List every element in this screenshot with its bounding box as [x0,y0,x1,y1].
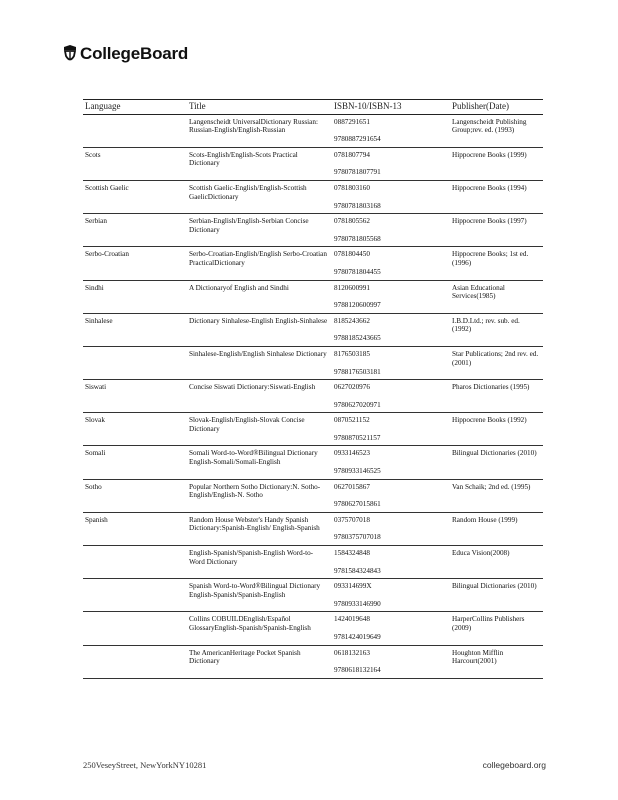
table-row [83,446,543,479]
cell-isbn [332,512,450,545]
cell-title: Concise Siswati Dictionary:Siswati-English [187,380,332,413]
table-row [83,313,543,346]
isbn-10: 0781805562 [334,217,370,226]
isbn-10: 0781803160 [334,183,370,192]
cell-isbn [332,579,450,612]
table-row [83,380,543,413]
isbn-13: 9780933146990 [334,599,381,608]
table-row [83,247,543,280]
isbn-13: 9780870521157 [334,433,381,442]
isbn-13: 9781424019649 [334,633,381,641]
cell-isbn [332,346,450,379]
isbn-10: 8176503185 [334,349,370,358]
isbn-13: 9780781804455 [334,267,381,276]
cell-publisher: Bilingual Dictionaries (2010) [450,446,543,479]
cell-isbn [332,147,450,180]
isbn-13: 9780375707018 [334,533,381,542]
cell-title: English-Spanish/Spanish-English Word-to-Word Dictionary [187,546,332,579]
isbn-13: 9780627020971 [334,400,381,409]
isbn-10: 8120600991 [334,283,370,292]
cell-isbn [332,313,450,346]
cell-title: Spanish Word-to-Word®Bilingual Dictionary English-Spanish/Spanish-English [187,579,332,612]
table-row [83,346,543,379]
cell-isbn [332,413,450,446]
isbn-10: 0781804450 [334,250,370,259]
cell-publisher: Hippocrene Books; 1st ed. (1996) [450,247,543,280]
cell-title: Random House Webster's Handy Spanish Dictionary:Spanish-English/ English-Spanish [187,512,332,545]
cell-publisher: Asian Educational Services(1985) [450,280,543,313]
table-row [83,479,543,512]
cell-publisher: Hippocrene Books (1997) [450,214,543,247]
isbn-10: 1424019648 [334,615,370,624]
isbn-10: 0627015867 [334,482,370,491]
cell-isbn [332,546,450,579]
cell-title: Scots-English/English-Scots Practical Dictionary [187,147,332,180]
cell-isbn [332,380,450,413]
cell-title: A Dictionaryof English and Sindhi [187,280,332,313]
brand-name: CollegeBoard [80,44,189,63]
cell-language [83,546,187,579]
collegeboard-logo [62,44,188,64]
isbn-10: 0627020976 [334,383,370,392]
cell-language: Somali [83,446,187,479]
table-row [83,180,543,213]
isbn-10: 0887291651 [334,117,370,126]
cell-title: Somali Word-to-Word®Bilingual Dictionary English-Somali/Somali-English [187,446,332,479]
cell-language: Scots [83,147,187,180]
isbn-10: 0618132163 [334,648,370,657]
cell-publisher: Van Schaik; 2nd ed. (1995) [450,479,543,512]
cell-publisher: HarperCollins Publishers (2009) [450,612,543,645]
cell-title: Collins COBUILDEnglish/Español GlossaryEnglish-Spanish/Spanish-English [187,612,332,645]
isbn-13: 9788185243665 [334,334,381,343]
isbn-10: 1584324848 [334,549,370,558]
cell-language [83,346,187,379]
table-row [83,579,543,612]
cell-title: Dictionary Sinhalese-English English-Sinhalese [187,313,332,346]
isbn-13: 9780933146525 [334,467,381,476]
cell-isbn [332,280,450,313]
isbn-13: 9780618132164 [334,666,381,675]
isbn-13: 9780781805568 [334,234,381,243]
cell-isbn [332,645,450,678]
cell-publisher: I.B.D.Ltd.; rev. sub. ed. (1992) [450,313,543,346]
isbn-10: 0870521152 [334,416,370,425]
table-row [83,645,543,678]
cell-language: Scottish Gaelic [83,180,187,213]
table-row [83,413,543,446]
isbn-13: 9780781807791 [334,168,381,177]
cell-title: Scottish Gaelic-English/English-Scottish GaelicDictionary [187,180,332,213]
isbn-10: 093314699X [334,582,372,591]
column-header-title: Title [187,100,332,115]
cell-publisher: Hippocrene Books (1992) [450,413,543,446]
isbn-10: 0375707018 [334,515,370,524]
cell-isbn [332,114,450,147]
cell-isbn [332,446,450,479]
cell-isbn [332,214,450,247]
isbn-13: 9780627015861 [334,500,381,509]
isbn-10: 0933146523 [334,449,370,458]
isbn-10: 8185243662 [334,316,370,325]
cell-language: Sindhi [83,280,187,313]
acorn-icon [62,44,78,64]
isbn-10: 0781807794 [334,150,370,159]
cell-publisher: Star Publications; 2nd rev. ed. (2001) [450,346,543,379]
isbn-13: 9781584324843 [334,566,381,575]
cell-isbn [332,612,450,645]
cell-language: Serbo-Croatian [83,247,187,280]
cell-language [83,612,187,645]
isbn-13: 9780887291654 [334,135,381,144]
cell-language: Siswati [83,380,187,413]
column-header-isbn: ISBN-10/ISBN-13 [332,100,450,115]
cell-language [83,645,187,678]
isbn-13: 9780781803168 [334,201,381,210]
cell-title: Popular Northern Sotho Dictionary:N. Sotho-English/English-N. Sotho [187,479,332,512]
footer-website[interactable]: collegeboard.org [482,760,546,770]
cell-publisher: Bilingual Dictionaries (2010) [450,579,543,612]
cell-publisher: Houghton Mifflin Harcourt(2001) [450,645,543,678]
cell-publisher: Langenscheidt Publishing Group;rev. ed. (1993) [450,114,543,147]
table-header-row [83,100,543,115]
footer-address: 250VeseyStreet, NewYorkNY10281 [83,760,207,770]
table-row [83,280,543,313]
table-row [83,214,543,247]
table-row [83,114,543,147]
cell-language: Sotho [83,479,187,512]
cell-title: Slovak-English/English-Slovak Concise Dictionary [187,413,332,446]
cell-title: Sinhalese-English/English Sinhalese Dictionary [187,346,332,379]
table-row [83,147,543,180]
cell-language: Spanish [83,512,187,545]
cell-publisher: Hippocrene Books (1994) [450,180,543,213]
cell-language [83,114,187,147]
column-header-language: Language [83,100,187,115]
cell-isbn [332,247,450,280]
isbn-13: 9788120600997 [334,301,381,310]
dictionary-table [83,99,543,679]
table-row [83,512,543,545]
cell-title: Langenscheidt UniversalDictionary Russian: Russian-English/English-Russian [187,114,332,147]
cell-publisher: Random House (1999) [450,512,543,545]
table-row [83,612,543,645]
cell-language: Slovak [83,413,187,446]
table-row [83,546,543,579]
cell-title: Serbo-Croatian-English/English Serbo-Croatian PracticalDictionary [187,247,332,280]
cell-publisher: Hippocrene Books (1999) [450,147,543,180]
cell-publisher: Educa Vision(2008) [450,546,543,579]
cell-language: Serbian [83,214,187,247]
cell-language [83,579,187,612]
isbn-13: 9788176503181 [334,367,381,376]
column-header-publisher: Publisher(Date) [450,100,543,115]
cell-isbn [332,180,450,213]
cell-publisher: Pharos Dictionaries (1995) [450,380,543,413]
cell-title: Serbian-English/English-Serbian Concise Dictionary [187,214,332,247]
cell-isbn [332,479,450,512]
cell-title: The AmericanHeritage Pocket Spanish Dictionary [187,645,332,678]
cell-language: Sinhalese [83,313,187,346]
